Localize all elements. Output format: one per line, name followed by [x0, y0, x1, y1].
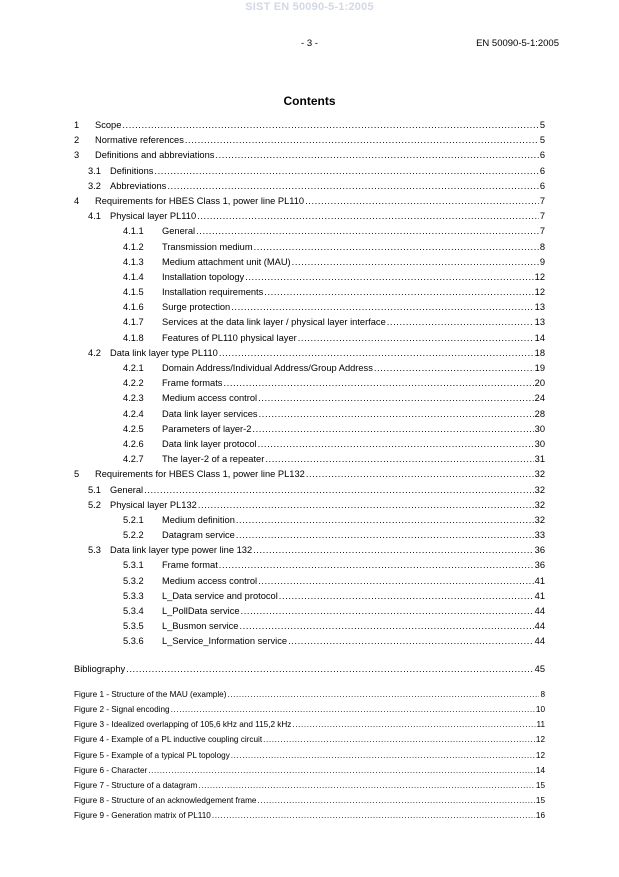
- toc-leader-dots: [374, 361, 534, 376]
- toc-leader-dots: [258, 437, 534, 452]
- toc-entry[interactable]: [74, 270, 545, 285]
- toc-entry-text: General: [110, 484, 144, 495]
- figure-entry[interactable]: [74, 748, 545, 763]
- figure-leader-dots: [258, 793, 535, 808]
- toc-entry-number: 5.3.5: [123, 621, 144, 632]
- toc-entry-text: Medium access control: [162, 575, 258, 586]
- toc-entry[interactable]: [74, 467, 545, 482]
- toc-leader-dots: [254, 240, 539, 255]
- toc-entry[interactable]: [74, 528, 545, 543]
- toc-entry-text: Services at the data link layer / physical layer interface: [162, 317, 386, 328]
- toc-leader-dots: [154, 164, 538, 179]
- toc-entry[interactable]: [74, 589, 545, 604]
- toc-leader-dots: [231, 300, 533, 315]
- toc-entry[interactable]: [74, 619, 545, 634]
- toc-entry-number: 4.2.7: [123, 454, 144, 465]
- toc-entry[interactable]: [74, 331, 545, 346]
- toc-entry-page: 7: [539, 226, 545, 237]
- table-of-contents: [74, 118, 545, 650]
- figure-leader-dots: [148, 763, 535, 778]
- toc-entry[interactable]: [74, 483, 545, 498]
- toc-entry[interactable]: [74, 437, 545, 452]
- toc-entry-page: 19: [534, 363, 545, 373]
- toc-leader-dots: [258, 574, 534, 589]
- toc-entry-number: 5.3.6: [123, 636, 144, 647]
- toc-entry-text: Medium attachment unit (MAU): [162, 256, 291, 267]
- toc-entry-page: 28: [534, 408, 545, 419]
- toc-leader-dots: [264, 285, 533, 300]
- toc-leader-dots: [245, 270, 533, 285]
- page-number: - 3 -: [301, 38, 318, 49]
- toc-entry-number: 1: [74, 120, 80, 130]
- toc-entry-page: 6: [539, 150, 545, 161]
- toc-leader-dots: [219, 346, 534, 361]
- toc-entry-number: 3.2: [88, 180, 101, 191]
- figure-entry-text: Figure 7 - Structure of a datagram: [74, 780, 198, 790]
- toc-entry-number: 5.2: [88, 499, 101, 510]
- toc-entry-text: The layer-2 of a repeater: [162, 454, 265, 465]
- figure-entry-text: Figure 9 - Generation matrix of PL110: [74, 811, 211, 821]
- figure-leader-dots: [292, 717, 535, 732]
- toc-entry-number: 5.1: [88, 484, 101, 495]
- toc-entry-number: 4.1.2: [123, 241, 144, 252]
- toc-leader-dots: [144, 483, 534, 498]
- toc-entry-text: Requirements for HBES Class 1, power line PL110: [95, 195, 305, 206]
- toc-entry-page: 44: [534, 636, 545, 647]
- toc-leader-dots: [196, 224, 539, 239]
- toc-entry-page: 7: [539, 195, 545, 206]
- toc-entry-page: 44: [534, 606, 545, 616]
- toc-entry-number: 5.3.2: [123, 575, 144, 586]
- toc-entry-text: Definitions: [110, 165, 154, 176]
- toc-entry[interactable]: [74, 133, 545, 148]
- figure-entry-page: 15: [535, 780, 545, 790]
- toc-entry-number: 5.2.1: [123, 514, 144, 525]
- toc-leader-dots: [122, 118, 538, 133]
- toc-entry[interactable]: [74, 422, 545, 437]
- toc-entry[interactable]: [74, 240, 545, 255]
- toc-entry-text: Data link layer protocol: [162, 438, 257, 449]
- figure-entry[interactable]: [74, 778, 545, 793]
- toc-entry-page: 12: [534, 287, 545, 298]
- toc-leader-dots: [185, 133, 539, 148]
- document-reference: EN 50090-5-1:2005: [476, 38, 559, 49]
- toc-entry-page: 45: [534, 664, 545, 674]
- toc-leader-dots: [305, 194, 539, 209]
- toc-entry-page: 44: [534, 621, 545, 632]
- toc-entry-page: 32: [534, 514, 545, 525]
- figure-entry-page: 8: [540, 690, 545, 699]
- toc-entry-number: 4.1.8: [123, 332, 144, 343]
- toc-leader-dots: [198, 498, 534, 513]
- toc-leader-dots: [292, 255, 539, 270]
- toc-entry-number: 4.2.5: [123, 423, 144, 434]
- toc-entry[interactable]: [74, 376, 545, 391]
- figure-entry[interactable]: [74, 702, 545, 717]
- toc-entry[interactable]: [74, 300, 545, 315]
- toc-entry[interactable]: [74, 513, 545, 528]
- toc-entry[interactable]: [74, 315, 545, 330]
- toc-entry-number: 4.1.7: [123, 317, 144, 328]
- toc-entry[interactable]: [74, 574, 545, 589]
- figure-entry-page: 15: [535, 795, 545, 805]
- toc-entry-text: Frame format: [162, 560, 218, 571]
- toc-entry-page: 14: [534, 332, 545, 343]
- toc-entry-number: 4.2.2: [123, 378, 144, 389]
- toc-leader-dots: [236, 528, 534, 543]
- toc-entry-page: 31: [534, 454, 545, 465]
- toc-entry-page: 24: [534, 393, 545, 404]
- toc-entry-page: 9: [539, 256, 545, 267]
- toc-entry-text: Installation topology: [162, 271, 245, 282]
- toc-entry-text: Definitions and abbreviations: [95, 150, 215, 161]
- toc-entry-text: Transmission medium: [162, 241, 253, 252]
- toc-leader-dots: [167, 179, 538, 194]
- toc-entry-text: L_Service_Information service: [162, 636, 288, 647]
- toc-entry-number: 4.1.4: [123, 271, 144, 282]
- toc-entry-page: 33: [534, 530, 545, 541]
- toc-entry[interactable]: [74, 604, 545, 619]
- toc-entry[interactable]: [74, 209, 545, 224]
- toc-entry-number: 4.1.1: [123, 226, 144, 237]
- toc-entry-text: Physical layer PL110: [110, 211, 197, 222]
- figure-entry-page: 12: [535, 735, 545, 745]
- toc-entry-number: 4.1: [88, 211, 101, 222]
- toc-entry-text: Surge protection: [162, 302, 231, 313]
- toc-leader-dots: [298, 331, 534, 346]
- toc-leader-dots: [239, 619, 533, 634]
- toc-entry-number: 4.1.6: [123, 302, 144, 313]
- toc-entry-number: 4.2.1: [123, 363, 144, 373]
- toc-entry-text: Features of PL110 physical layer: [162, 332, 297, 343]
- toc-entry-number: 2: [74, 135, 80, 146]
- figure-leader-dots: [263, 732, 535, 747]
- toc-entry-page: 6: [539, 180, 545, 191]
- toc-leader-dots: [241, 604, 534, 619]
- figure-entry[interactable]: [74, 717, 545, 732]
- figure-entry[interactable]: [74, 808, 545, 823]
- toc-entry-text: Requirements for HBES Class 1, power line PL132: [95, 469, 305, 480]
- toc-leader-dots: [236, 513, 534, 528]
- toc-entry-text: L_Data service and protocol: [162, 590, 278, 601]
- toc-entry-page: 12: [534, 271, 545, 282]
- contents-title: Contents: [283, 94, 336, 108]
- figure-entry-page: 14: [535, 765, 545, 775]
- toc-leader-dots: [253, 543, 534, 558]
- figure-leader-dots: [227, 687, 539, 702]
- toc-entry[interactable]: [74, 118, 545, 133]
- toc-entry-number: 5: [74, 469, 80, 480]
- toc-entry[interactable]: [74, 148, 545, 163]
- toc-entry[interactable]: [74, 543, 545, 558]
- toc-entry-text: Normative references: [95, 135, 184, 146]
- toc-leader-dots: [288, 634, 534, 649]
- toc-entry[interactable]: [74, 634, 545, 649]
- toc-entry[interactable]: [74, 255, 545, 270]
- figure-entry-page: 12: [535, 750, 545, 760]
- toc-entry-page: 8: [539, 241, 545, 252]
- figure-entry-text: Figure 3 - Idealized overlapping of 105,6 kHz and 115,2 kHz: [74, 720, 292, 730]
- toc-leader-dots: [215, 148, 538, 163]
- toc-entry[interactable]: [74, 391, 545, 406]
- toc-entry[interactable]: [74, 452, 545, 467]
- figure-entry-text: Figure 5 - Example of a typical PL topology: [74, 750, 230, 760]
- figure-leader-dots: [171, 702, 535, 717]
- figure-entry-text: Figure 4 - Example of a PL inductive coupling circuit: [74, 735, 263, 745]
- toc-leader-dots: [219, 558, 534, 573]
- toc-entry-text: Datagram service: [162, 530, 235, 541]
- figure-entry-text: Figure 2 - Signal encoding: [74, 705, 170, 715]
- toc-entry[interactable]: [74, 498, 545, 513]
- toc-entry-text: L_Busmon service: [162, 621, 239, 632]
- toc-entry[interactable]: [74, 558, 545, 573]
- toc-entry-number: 4.2.6: [123, 438, 144, 449]
- toc-entry-text: Medium definition: [162, 514, 235, 525]
- toc-entry-number: 4.2: [88, 347, 101, 358]
- figure-entry[interactable]: [74, 763, 545, 778]
- toc-entry-page: 7: [539, 211, 545, 222]
- toc-leader-dots: [387, 315, 534, 330]
- toc-entry[interactable]: [74, 361, 545, 376]
- toc-entry-page: 30: [534, 423, 545, 434]
- figure-entry[interactable]: [74, 732, 545, 747]
- toc-leader-dots: [252, 422, 533, 437]
- toc-entry-page: 13: [534, 317, 545, 328]
- list-of-figures: [74, 687, 545, 823]
- toc-entry-text: Domain Address/Individual Address/Group Address: [162, 363, 373, 373]
- toc-leader-dots: [223, 376, 533, 391]
- toc-entry-text: General: [162, 226, 196, 237]
- toc-entry-number: 5.3.3: [123, 590, 144, 601]
- toc-leader-dots: [265, 452, 533, 467]
- toc-entry-number: 4.2.3: [123, 393, 144, 404]
- toc-entry[interactable]: [74, 179, 545, 194]
- toc-entry-text: Medium access control: [162, 393, 258, 404]
- toc-entry-page: 41: [534, 590, 545, 601]
- toc-entry-page: 20: [534, 378, 545, 389]
- figure-entry-text: Figure 6 - Character: [74, 765, 148, 775]
- figure-leader-dots: [198, 778, 535, 793]
- toc-entry-text: Parameters of layer-2: [162, 423, 252, 434]
- toc-entry-text: Scope: [95, 120, 122, 130]
- toc-entry[interactable]: [74, 346, 545, 361]
- toc-entry-text: Frame formats: [162, 378, 223, 389]
- toc-leader-dots: [306, 467, 534, 482]
- figure-entry[interactable]: [74, 687, 545, 702]
- toc-entry[interactable]: [74, 407, 545, 422]
- toc-leader-dots: [258, 391, 534, 406]
- toc-entry-number: 5.3.1: [123, 560, 144, 571]
- toc-entry-page: 5: [539, 120, 545, 130]
- toc-entry-text: Abbreviations: [110, 180, 167, 191]
- toc-entry-number: 5.2.2: [123, 530, 144, 541]
- figure-entry-page: 10: [535, 705, 545, 715]
- toc-entry[interactable]: [74, 285, 545, 300]
- figure-leader-dots: [231, 748, 535, 763]
- figure-entry[interactable]: [74, 793, 545, 808]
- toc-entry-page: 18: [534, 347, 545, 358]
- toc-leader-dots: [279, 589, 534, 604]
- toc-leader-dots: [126, 662, 533, 677]
- figure-entry-page: 16: [535, 811, 545, 821]
- toc-entry[interactable]: [74, 194, 545, 209]
- toc-entry-number: 5.3: [88, 545, 101, 556]
- toc-entry-page: 36: [534, 545, 545, 556]
- toc-entry-page: 32: [534, 484, 545, 495]
- toc-entry-page: 6: [539, 165, 545, 176]
- toc-entry-page: 5: [539, 135, 545, 146]
- toc-entry-page: 13: [534, 302, 545, 313]
- toc-entry-page: 30: [534, 438, 545, 449]
- toc-entry-text: L_PollData service: [162, 606, 240, 616]
- watermark: SIST EN 50090-5-1:2005: [245, 1, 374, 13]
- toc-entry-number: 4.1.5: [123, 287, 144, 298]
- toc-entry-number: 3.1: [88, 165, 101, 176]
- toc-entry-page: 41: [534, 575, 545, 586]
- toc-leader-dots: [259, 407, 534, 422]
- toc-entry-page: 32: [534, 499, 545, 510]
- figure-entry-text: Figure 8 - Structure of an acknowledgement frame: [74, 795, 257, 805]
- toc-entry-number: 5.3.4: [123, 606, 144, 616]
- toc-entry[interactable]: [74, 164, 545, 179]
- toc-entry-text: Data link layer type PL110: [110, 347, 218, 358]
- figure-entry-text: Figure 1 - Structure of the MAU (example): [74, 690, 227, 699]
- toc-leader-dots: [197, 209, 539, 224]
- toc-entry-text: Data link layer services: [162, 408, 258, 419]
- toc-entry[interactable]: [74, 224, 545, 239]
- toc-entry-number: 3: [74, 150, 80, 161]
- figure-entry-page: 11: [536, 720, 545, 730]
- toc-entry-bibliography[interactable]: [74, 662, 545, 677]
- toc-entry-page: 32: [534, 469, 545, 480]
- toc-entry-text: Physical layer PL132: [110, 499, 197, 510]
- toc-entry-text: Installation requirements: [162, 287, 264, 298]
- toc-entry-number: 4.2.4: [123, 408, 144, 419]
- figure-leader-dots: [212, 808, 535, 823]
- toc-entry-number: 4.1.3: [123, 256, 144, 267]
- toc-entry-page: 36: [534, 560, 545, 571]
- toc-entry-number: 4: [74, 195, 80, 206]
- toc-entry-text: Bibliography: [74, 664, 126, 674]
- toc-entry-text: Data link layer type power line 132: [110, 545, 253, 556]
